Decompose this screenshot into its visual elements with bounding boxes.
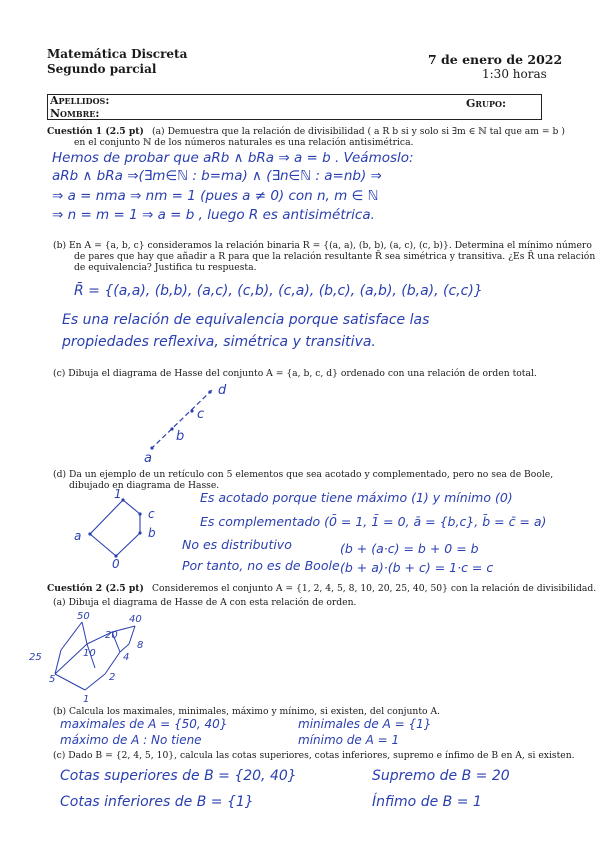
- q1a-statement-1: (a) Demuestra que la relación de divisibilidad ( a R b si y solo si ∃m ∈ ℕ tal que am = b ): [152, 126, 565, 137]
- q1a-answer-line-2: aRb ∧ bRa ⇒(∃m∈ℕ : b=ma) ∧ (∃n∈ℕ : a=nb) ⇒: [52, 168, 382, 184]
- q1c-node-d: d: [218, 383, 227, 398]
- q1d-node-1: 1: [114, 488, 122, 501]
- q2c-infimo: Ínfimo de B = 1: [372, 794, 482, 810]
- q1d-statement-1: (d) Da un ejemplo de un retículo con 5 elementos que sea acotado y complementado, pero no sea de Boole,: [53, 469, 554, 480]
- name-label: Nombre:: [50, 107, 100, 120]
- q1d-node-c: c: [148, 507, 155, 521]
- q2-intro: Consideremos el conjunto A = {1, 2, 4, 5, 8, 10, 20, 25, 40, 50} con la relación de divisibilidad.: [152, 583, 597, 594]
- q1b-statement-2: de pares que hay que añadir a R para que la relación resultante R̄ sea simétrica y transitiva. ¿Es R̄ una relación: [74, 251, 596, 262]
- q2a-node-25: 25: [29, 652, 42, 663]
- q2c-cotas-inferiores: Cotas inferiores de B = {1}: [60, 794, 254, 810]
- q2c-statement: (c) Dado B = {2, 4, 5, 10}, calcula las cotas superiores, cotas inferiores, supremo e ínfimo de B en A, si existen.: [53, 750, 575, 761]
- q1d-answer-line-5: (b + a)·(b + c) = 1·c = c: [340, 560, 494, 575]
- q2c-supremo: Supremo de B = 20: [372, 768, 510, 784]
- q2a-statement: (a) Dibuja el diagrama de Hasse de A con esta relación de orden.: [53, 597, 357, 608]
- q2c-cotas-superiores: Cotas superiores de B = {20, 40}: [60, 768, 297, 784]
- q1d-answer-line-1: Es acotado porque tiene máximo (1) y mínimo (0): [200, 490, 513, 505]
- q1c-node-c: c: [197, 407, 205, 422]
- q1c-node-a: a: [144, 451, 152, 466]
- exam-date: 7 de enero de 2022: [428, 52, 563, 67]
- exam-title: Segundo parcial: [47, 62, 157, 76]
- q2b-minimales: minimales de A = {1}: [298, 717, 432, 731]
- q1a-answer-line-1: Hemos de probar que aRb ∧ bRa ⇒ a = b . Veámoslo:: [52, 150, 414, 166]
- course-title: Matemática Discreta: [47, 47, 188, 61]
- group-label: Grupo:: [466, 97, 507, 110]
- q2b-maximales: maximales de A = {50, 40}: [60, 717, 228, 731]
- q1c-statement: (c) Dibuja el diagrama de Hasse del conjunto A = {a, b, c, d} ordenado con una relación de orden total.: [53, 368, 537, 379]
- q2a-node-20: 20: [105, 630, 118, 641]
- q2a-node-4: 4: [123, 652, 130, 663]
- q1b-answer-line-3: propiedades reflexiva, simétrica y transitiva.: [62, 334, 376, 350]
- q1b-answer-line-2: Es una relación de equivalencia porque satisface las: [62, 312, 430, 328]
- q1d-answer-line-2: Es complementado (0̄ = 1, 1̄ = 0, ā = {b,c}, b̄ = c̄ = a): [200, 514, 547, 529]
- q2a-node-40: 40: [129, 614, 142, 625]
- q2a-node-10: 10: [83, 648, 96, 659]
- q1d-node-b: b: [148, 526, 156, 540]
- q1d-node-0: 0: [112, 557, 120, 568]
- q1d-answer-line-6: Por tanto, no es de Boole: [182, 558, 340, 573]
- q2a-node-2: 2: [109, 672, 116, 683]
- q2b-statement: (b) Calcula los maximales, minimales, máximo y mínimo, si existen, del conjunto A.: [53, 706, 441, 717]
- q1b-answer-line-1: R̄ = {(a,a), (b,b), (a,c), (c,b), (c,a), (b,c), (a,b), (b,a), (c,c)}: [74, 283, 483, 299]
- q1d-hasse-diagram: [68, 488, 168, 568]
- q1a-statement-2: en el conjunto ℕ de los números naturales es una relación antisimétrica.: [74, 137, 414, 148]
- q1d-statement-2: dibujado en diagrama de Hasse.: [69, 480, 220, 491]
- q2a-node-8: 8: [137, 640, 144, 651]
- q1b-statement-1: (b) En A = {a, b, c} consideramos la relación binaria R = {(a, a), (b, b), (a, c), (c, b)}. Determina el mínimo número: [53, 240, 592, 251]
- q1b-statement-3: de equivalencia? Justifica tu respuesta.: [74, 262, 257, 273]
- q2a-node-1: 1: [83, 694, 90, 704]
- q2a-node-50: 50: [77, 611, 90, 622]
- q2a-node-5: 5: [49, 674, 56, 685]
- q1d-node-a: a: [74, 529, 82, 543]
- q1a-answer-line-3: ⇒ a = nma ⇒ nm = 1 (pues a ≠ 0) con n, m ∈ ℕ: [52, 188, 379, 204]
- q2a-hasse-diagram: [25, 608, 175, 704]
- q1d-answer-line-3: No es distributivo: [182, 537, 292, 552]
- surname-label: Apellidos:: [50, 94, 110, 107]
- q1d-answer-line-4: (b + (a·c) = b + 0 = b: [340, 541, 479, 556]
- q2b-minimo: mínimo de A = 1: [298, 733, 400, 747]
- q2b-maximo: máximo de A : No tiene: [60, 733, 202, 747]
- q1c-node-b: b: [176, 429, 185, 444]
- q1c-hasse-diagram: [130, 378, 250, 468]
- q1-title: Cuestión 1 (2.5 pt): [47, 126, 144, 137]
- q2-title: Cuestión 2 (2.5 pt): [47, 583, 144, 594]
- q1a-answer-line-4: ⇒ n = m = 1 ⇒ a = b , luego R es antisimétrica.: [52, 207, 375, 223]
- exam-time: 1:30 horas: [482, 67, 547, 81]
